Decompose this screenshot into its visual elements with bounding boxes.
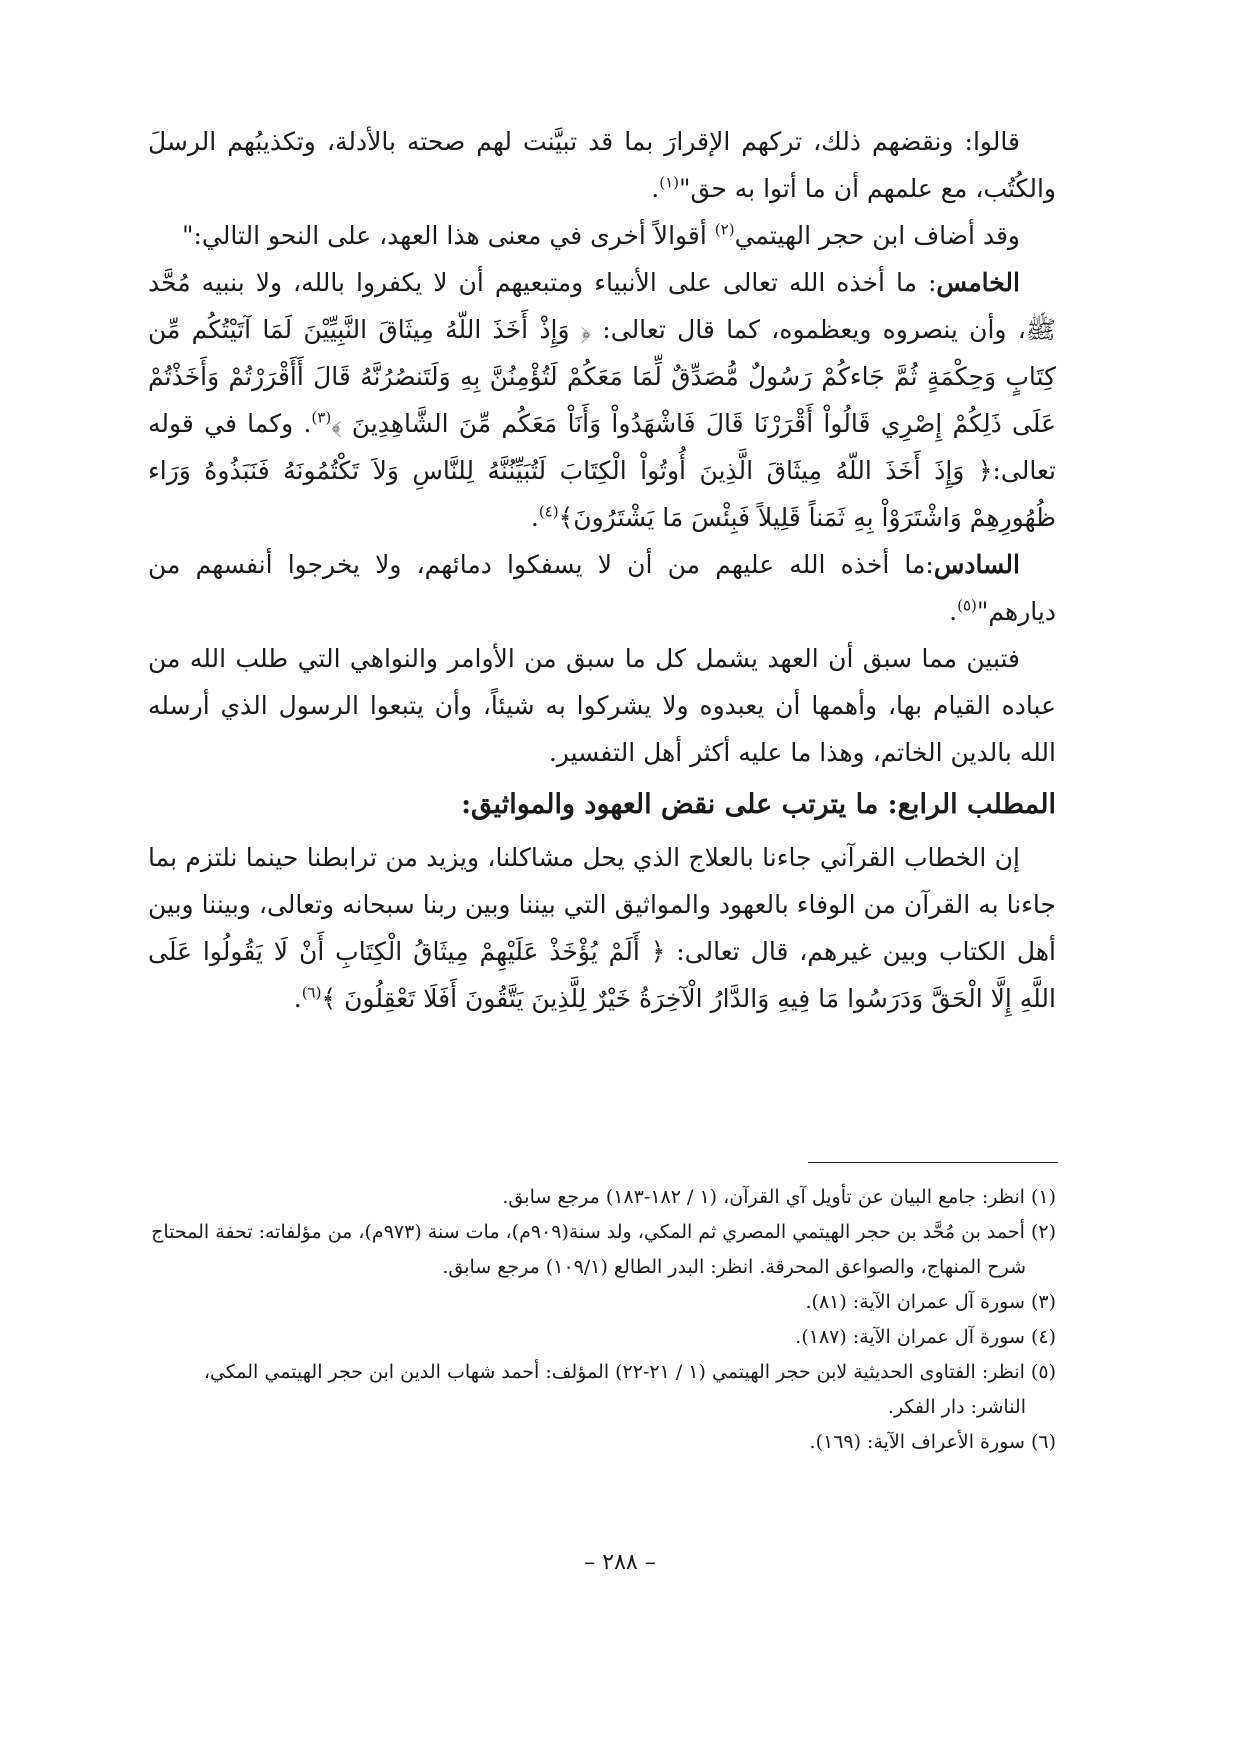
footnotes — [148, 1180, 1056, 1460]
footnote-ref-2: (٢) — [714, 220, 735, 239]
paragraph-6 — [148, 834, 1056, 1022]
paragraph-3-label: الخامس — [936, 268, 1020, 297]
paragraph-3 — [148, 259, 1056, 541]
paragraph-4-label: السادس — [933, 550, 1020, 579]
footnote-2-continued: شرح المنهاج، والصواعق المحرقة. انظر: البدر الطالع (١٠٩/١) مرجع سابق. — [442, 1256, 1026, 1278]
paragraph-3-end: . — [530, 503, 539, 532]
footnote-5: (٥) انظر: الفتاوى الحديثية لابن حجر الهيتمي (١ / ٢١-٢٢) المؤلف: أحمد شهاب الدين ابن حجر الهيتمي المكي، — [203, 1361, 1056, 1383]
footnote-ref-4: (٤) — [538, 502, 559, 521]
footnote-ref-3: (٣) — [311, 408, 332, 427]
footnote-divider — [808, 1162, 1058, 1163]
paragraph-6-text: إن الخطاب القرآني جاءنا بالعلاج الذي يحل مشاكلنا، ويزيد من ترابطنا حينما نلتزم بما جاءنا به القرآن من الوفاء بالعهود والمواثيق التي بيننا وبين ربنا سبحانه وتعالى، وبيننا وبين أهل الكتاب وبين غيرهم، قال تعالى: ﴿ أَلَمْ يُؤْخَذْ عَلَيْهِمْ مِيثَاقُ الْكِتَابِ أَنْ لَا يَقُولُوا عَلَى اللَّهِ إِلَّا الْحَقَّ وَدَرَسُوا مَا فِيهِ وَالدَّارُ الْآخِرَةُ خَيْرٌ لِلَّذِينَ يَتَّقُونَ أَفَلَا تَعْقِلُونَ ﴾ — [148, 843, 1056, 1013]
footnote-3: (٣) سورة آل عمران الآية: (٨١). — [805, 1291, 1056, 1313]
paragraph-6-end: . — [293, 984, 302, 1013]
page-number: – ٢٨٨ – — [584, 1550, 656, 1575]
footnote-ref-5: (٥) — [957, 596, 977, 615]
paragraph-4 — [148, 541, 1056, 635]
page-body — [148, 118, 1056, 1022]
paragraph-3-text: : ما أخذه الله تعالى على الأنبياء ومتبعيهم أن لا يكفروا بالله، ولا بنبيه مُحَّد ﷺ، وأن ينصروه ويعظموه، كما قال تعالى: ﴿ وَإِذْ أَخَذَ اللّهُ مِيثَاقَ النَّبِيِّيْنَ لَمَا آتَيْتُكُم مِّن كِتَابٍ وَحِكْمَةٍ ثُمَّ جَاءكُمْ رَسُولٌ مُّصَدِّقٌ لِّمَا مَعَكُمْ لَتُؤْمِنُنَّ بِهِ وَلَتَنصُرُنَّهُ قَالَ أَأَقْرَرْتُمْ وَأَخَذْتُمْ عَلَى ذَلِكُمْ إِصْرِي قَالُواْ أَقْرَرْنَا قَالَ فَاشْهَدُواْ وَأَنَاْ مَعَكُم مِّنَ الشَّاهِدِينَ ﴾ — [148, 268, 1056, 438]
paragraph-5: فتبين مما سبق أن العهد يشمل كل ما سبق من الأوامر والنواهي التي طلب الله من عباده القيام بها، وأهمها أن يعبدوه ولا يشركوا به شيئاً، وأن يتبعوا الرسول الذي أرسله الله بالدين الخاتم، وهذا ما عليه أكثر أهل التفسير. — [148, 644, 1056, 767]
paragraph-1 — [148, 118, 1056, 212]
paragraph-4-text: :ما أخذه الله عليهم من أن لا يسفكوا دمائهم، ولا يخرجوا أنفسهم من ديارهم" — [148, 550, 1056, 626]
paragraph-2-text: وقد أضاف ابن حجر الهيتمي — [734, 221, 1020, 250]
footnote-1: (١) انظر: جامع البيان عن تأويل آي القرآن، (١ / ١٨٢-١٨٣) مرجع سابق. — [502, 1186, 1056, 1208]
paragraph-1-text: قالوا: ونقضهم ذلك، تركهم الإقرارَ بما قد تبيَّنت لهم صحته بالأدلة، وتكذيبُهم الرسلَ والكُتُب، مع علمهم أن ما أتوا به حق" — [148, 127, 1056, 203]
footnote-ref-6: (٦) — [301, 983, 322, 1002]
paragraph-4-end: . — [949, 597, 958, 626]
paragraph-3-mid: . وكما في قوله تعالى:﴿ وَإِذَ أَخَذَ اللّهُ مِيثَاقَ الَّذِينَ أُوتُواْ الْكِتَابَ لَتُبَيِّنُنَّهُ لِلنَّاسِ وَلاَ تَكْتُمُونَهُ فَنَبَذُوهُ وَرَاء ظُهُورِهِمْ وَاشْتَرَوْاْ بِهِ ثَمَناً قَلِيلاً فَبِئْسَ مَا يَشْتَرُونَ﴾ — [148, 409, 1056, 532]
footnote-2: (٢) أحمد بن مُحَّد بن حجر الهيتمي المصري ثم المكي، ولد سنة(٩٠٩م)، مات سنة (٩٧٣م)، من مؤلفاته: تحفة المحتاج — [151, 1221, 1056, 1243]
footnote-5-continued: الناشر: دار الفكر. — [887, 1396, 1026, 1418]
paragraph-1-end: . — [651, 174, 660, 203]
footnote-4: (٤) سورة آل عمران الآية: (١٨٧). — [795, 1326, 1056, 1348]
paragraph-2 — [148, 212, 1056, 259]
section-heading: المطلب الرابع: ما يترتب على نقض العهود والمواثيق: — [461, 789, 1056, 820]
footnote-6: (٦) سورة الأعراف الآية: (١٦٩). — [809, 1431, 1056, 1453]
paragraph-2-rest: أقوالاً أخرى في معنى هذا العهد، على النحو التالي:" — [181, 221, 715, 250]
footnote-ref-1: (١) — [659, 173, 680, 192]
